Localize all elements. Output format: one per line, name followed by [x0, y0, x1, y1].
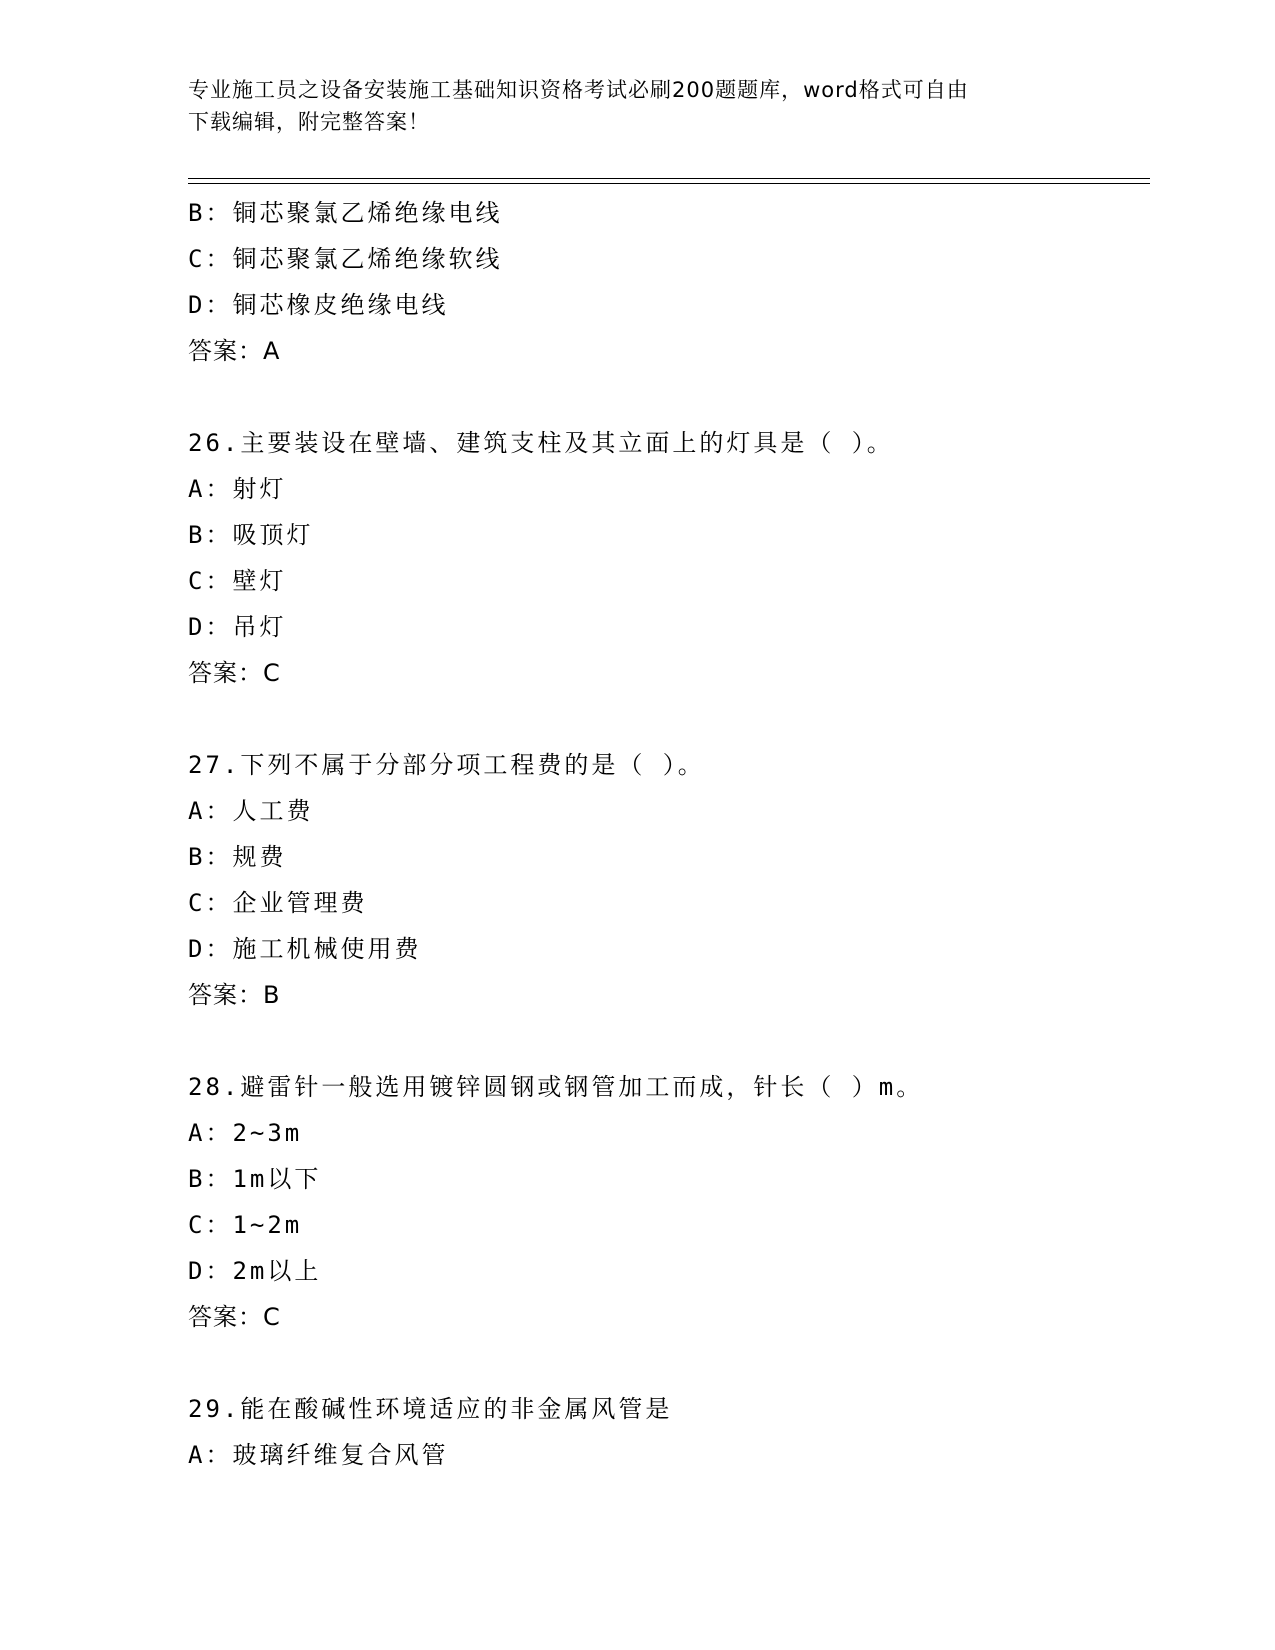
answer: 答案：A [188, 337, 281, 365]
answer: 答案：C [188, 1303, 281, 1331]
spacer [188, 1340, 1148, 1386]
answer: 答案：C [188, 659, 281, 687]
header-title-line-1: 专业施工员之设备安装施工基础知识资格考试必刷200题题库，word格式可自由 [188, 78, 969, 102]
option-b: B：吸顶灯 [188, 521, 314, 549]
question-block-26 [188, 420, 1148, 696]
option-b: B：1m以下 [188, 1165, 322, 1193]
option-a: A：射灯 [188, 475, 287, 503]
option-d: D：铜芯橡皮绝缘电线 [188, 291, 449, 319]
spacer [188, 374, 1148, 420]
question-block-25-continued [188, 190, 1148, 374]
option-d: D：吊灯 [188, 613, 287, 641]
question-block-29 [188, 1386, 1148, 1478]
question-text: 27.下列不属于分部分项工程费的是（ ）。 [188, 751, 705, 779]
header-title-line-2: 下载编辑，附完整答案！ [188, 110, 430, 134]
option-d: D：施工机械使用费 [188, 935, 422, 963]
document-header [188, 74, 1088, 138]
option-c: C：1~2m [188, 1211, 303, 1239]
question-block-28 [188, 1064, 1148, 1340]
answer: 答案：B [188, 981, 281, 1009]
option-c: C：企业管理费 [188, 889, 368, 917]
option-c: C：铜芯聚氯乙烯绝缘软线 [188, 245, 503, 273]
spacer [188, 696, 1148, 742]
question-text: 28.避雷针一般选用镀锌圆钢或钢管加工而成，针长（ ）m。 [188, 1073, 924, 1101]
header-divider-bottom [188, 183, 1150, 184]
option-c: C：壁灯 [188, 567, 287, 595]
option-b: B：规费 [188, 843, 287, 871]
option-a: A：2~3m [188, 1119, 303, 1147]
question-list [188, 190, 1148, 1478]
question-text: 26.主要装设在壁墙、建筑支柱及其立面上的灯具是（ ）。 [188, 429, 894, 457]
question-text: 29.能在酸碱性环境适应的非金属风管是 [188, 1395, 673, 1423]
header-divider-top [188, 178, 1150, 179]
option-b: B：铜芯聚氯乙烯绝缘电线 [188, 199, 503, 227]
spacer [188, 1018, 1148, 1064]
option-a: A：人工费 [188, 797, 314, 825]
question-block-27 [188, 742, 1148, 1018]
option-d: D：2m以上 [188, 1257, 322, 1285]
option-a: A：玻璃纤维复合风管 [188, 1441, 449, 1469]
